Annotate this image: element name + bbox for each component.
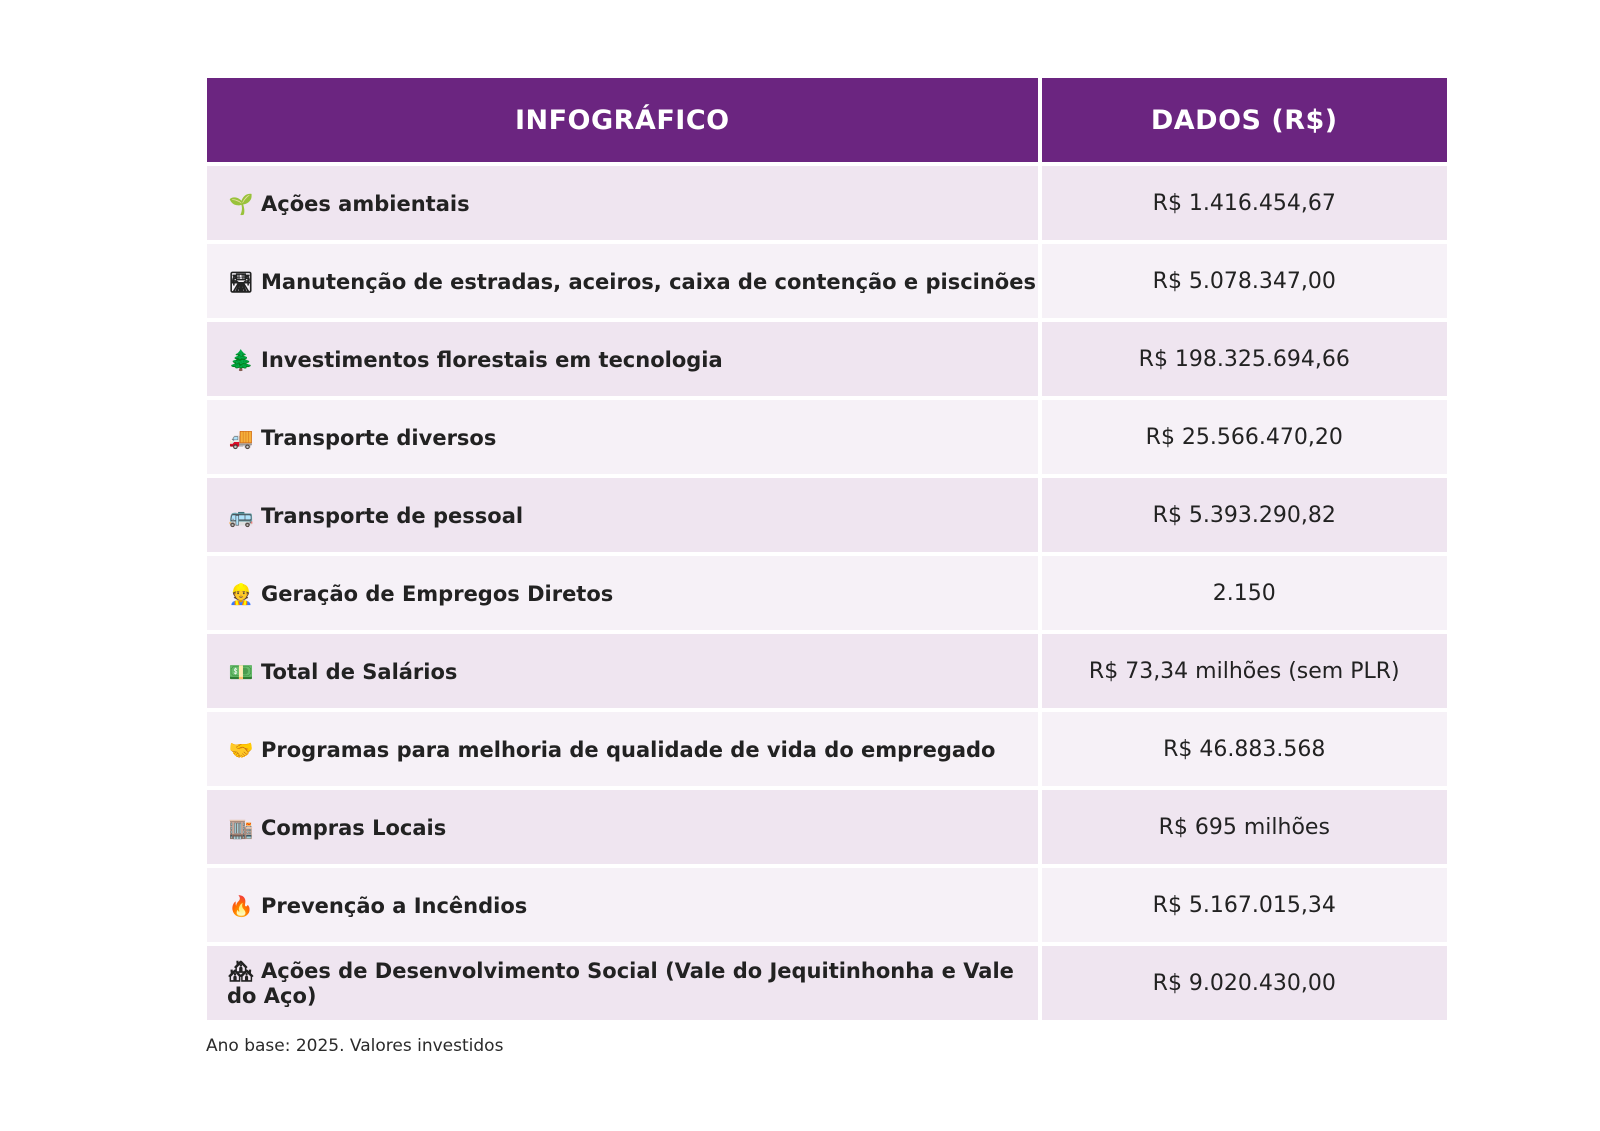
worker-icon: 👷 <box>228 581 254 606</box>
row-label: Geração de Empregos Diretos <box>261 581 614 606</box>
row-label-cell <box>207 400 1038 474</box>
footnote: Ano base: 2025. Valores investidos <box>206 1036 504 1056</box>
row-value: R$ 695 milhões <box>1042 790 1447 864</box>
row-label: Ações de Desenvolvimento Social (Vale do Jequitinhonha e Vale do Aço) <box>227 959 1014 1008</box>
bus-icon: 🚌 <box>228 503 254 528</box>
houses-icon: 🏘 <box>228 959 254 983</box>
row-value: R$ 5.393.290,82 <box>1042 478 1447 552</box>
row-label: Transporte de pessoal <box>261 503 524 528</box>
row-label-cell <box>207 322 1038 396</box>
table-row <box>207 556 1447 630</box>
row-label-cell <box>207 634 1038 708</box>
row-label: Transporte diversos <box>261 425 497 450</box>
row-value: R$ 5.078.347,00 <box>1042 244 1447 318</box>
row-label-cell <box>207 478 1038 552</box>
row-value: R$ 73,34 milhões (sem PLR) <box>1042 634 1447 708</box>
row-label-cell <box>207 712 1038 786</box>
row-label-cell <box>207 868 1038 942</box>
table-row <box>207 166 1447 240</box>
row-label-cell <box>207 946 1038 1020</box>
infographic-table-container <box>207 78 1447 1024</box>
money-icon: 💵 <box>228 659 254 684</box>
header-dados: DADOS (R$) <box>1042 78 1447 162</box>
row-label-cell <box>207 556 1038 630</box>
table-row <box>207 946 1447 1020</box>
truck-icon: 🚚 <box>228 425 254 450</box>
table-row <box>207 868 1447 942</box>
row-label: Total de Salários <box>261 659 458 684</box>
infographic-table <box>203 74 1451 1024</box>
road-icon: 🛣 <box>228 269 254 294</box>
table-row <box>207 244 1447 318</box>
table-row <box>207 478 1447 552</box>
table-header-row <box>207 78 1447 162</box>
table-row <box>207 790 1447 864</box>
row-label-cell <box>207 790 1038 864</box>
row-value: 2.150 <box>1042 556 1447 630</box>
row-label: Ações ambientais <box>261 191 470 216</box>
row-label-cell <box>207 244 1038 318</box>
table-row <box>207 322 1447 396</box>
store-icon: 🏬 <box>228 815 254 840</box>
table-row <box>207 712 1447 786</box>
table-row <box>207 400 1447 474</box>
row-value: R$ 5.167.015,34 <box>1042 868 1447 942</box>
row-label: Manutenção de estradas, aceiros, caixa de contenção e piscinões <box>261 269 1036 294</box>
row-label-cell <box>207 166 1038 240</box>
row-value: R$ 25.566.470,20 <box>1042 400 1447 474</box>
header-infografico: INFOGRÁFICO <box>207 78 1038 162</box>
row-label: Compras Locais <box>261 815 447 840</box>
fire-icon: 🔥 <box>228 893 254 918</box>
row-value: R$ 9.020.430,00 <box>1042 946 1447 1020</box>
row-value: R$ 1.416.454,67 <box>1042 166 1447 240</box>
seedling-icon: 🌱 <box>228 191 254 216</box>
row-label: Programas para melhoria de qualidade de vida do empregado <box>261 737 996 762</box>
row-value: R$ 198.325.694,66 <box>1042 322 1447 396</box>
table-row <box>207 634 1447 708</box>
handshake-icon: 🤝 <box>228 737 254 762</box>
row-label: Prevenção a Incêndios <box>261 893 528 918</box>
row-value: R$ 46.883.568 <box>1042 712 1447 786</box>
row-label: Investimentos florestais em tecnologia <box>261 347 723 372</box>
pine-tree-icon: 🌲 <box>228 347 254 372</box>
